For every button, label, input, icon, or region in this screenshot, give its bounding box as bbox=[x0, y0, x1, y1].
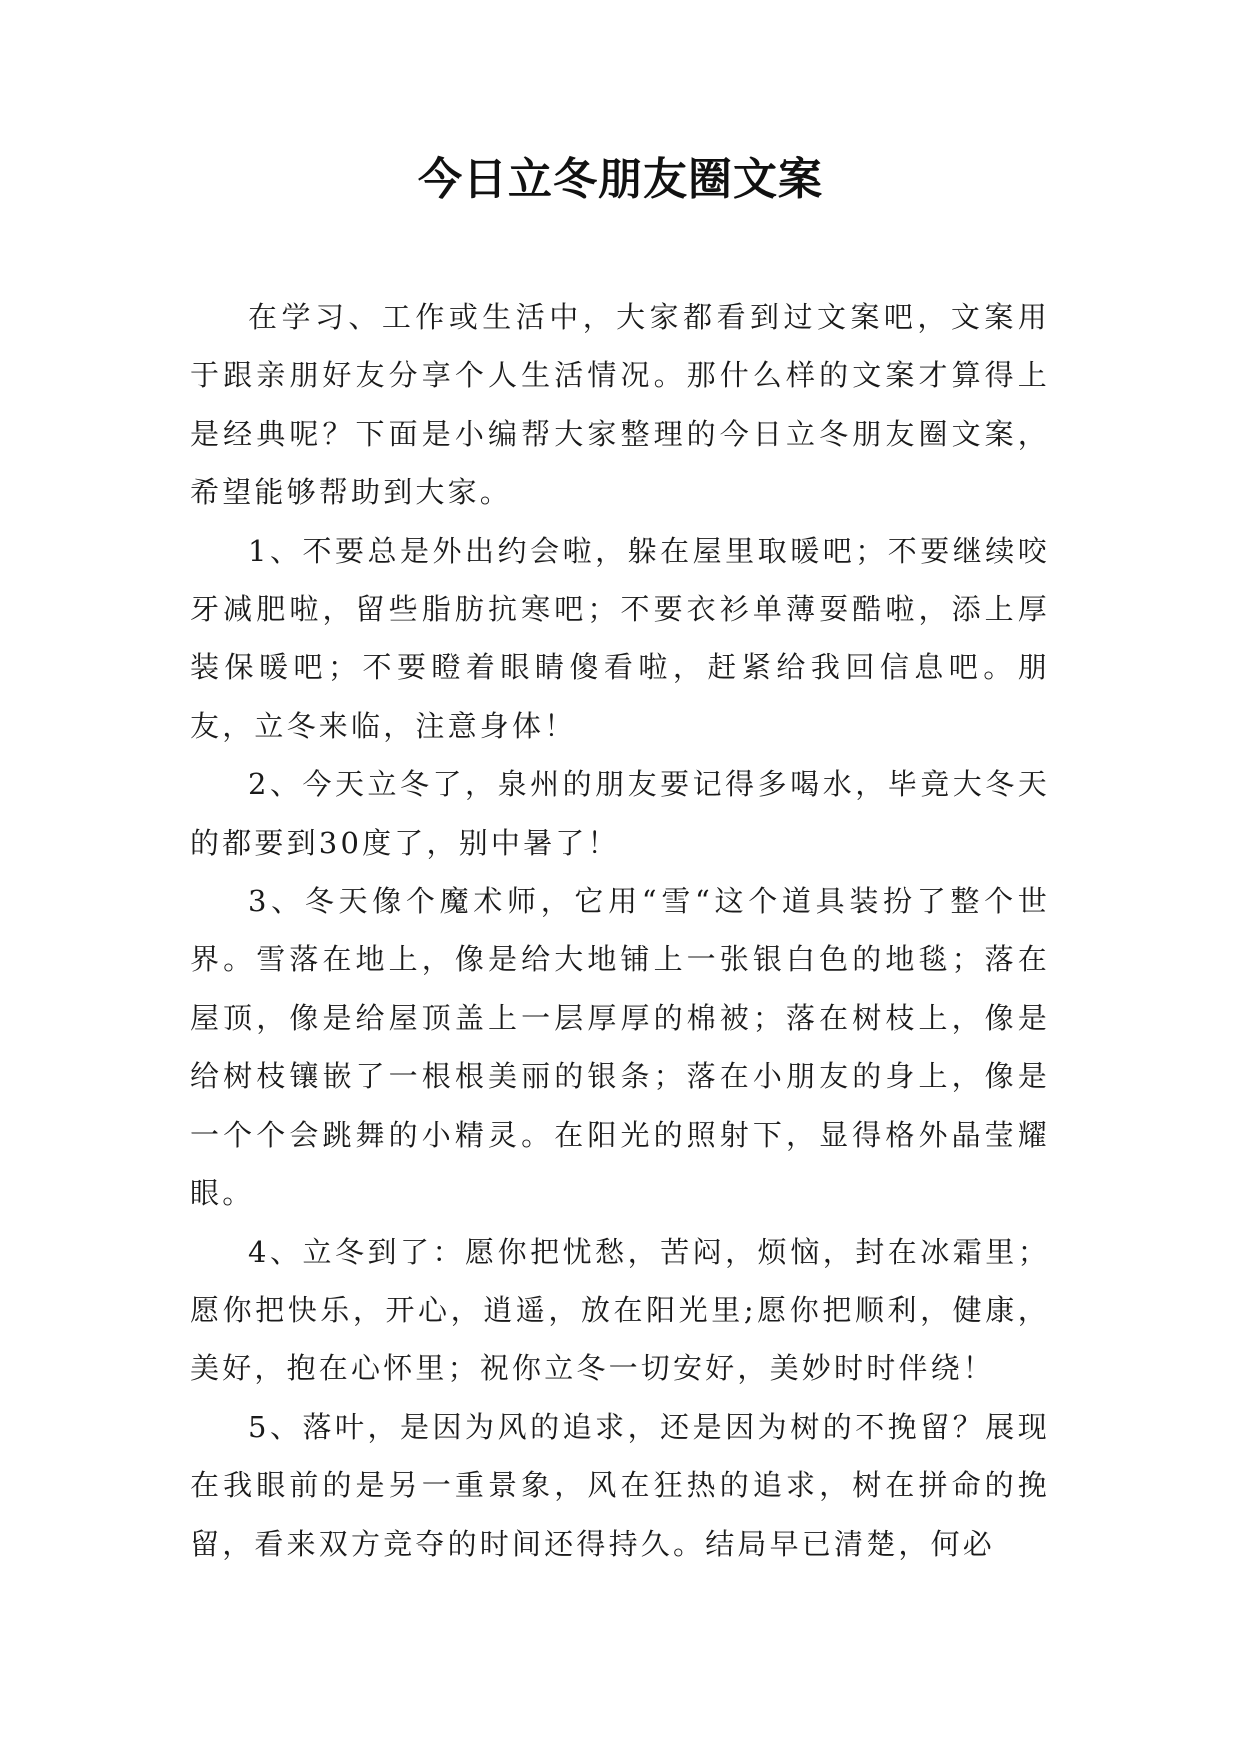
document-title: 今日立冬朋友圈文案 bbox=[418, 154, 823, 205]
document-body bbox=[190, 288, 1050, 1573]
paragraph-item-4: 4、立冬到了：愿你把忧愁，苦闷，烦恼，封在冰霜里；愿你把快乐，开心，逍遥，放在阳光里;愿你把顺利，健康，美好，抱在心怀里；祝你立冬一切安好，美妙时时伴绕！ bbox=[190, 1234, 1050, 1386]
paragraph-item-3: 3、冬天像个魔术师，它用“雪“这个道具装扮了整个世界。雪落在地上，像是给大地铺上一张银白色的地毯；落在屋顶，像是给屋顶盖上一层厚厚的棉被；落在树枝上，像是给树枝镶嵌了一根根美丽的银条；落在小朋友的身上，像是一个个会跳舞的小精灵。在阳光的照射下，显得格外晶莹耀眼。 bbox=[190, 884, 1050, 1211]
intro-paragraph: 在学习、工作或生活中，大家都看到过文案吧，文案用于跟亲朋好友分享个人生活情况。那什么样的文案才算得上是经典呢？下面是小编帮大家整理的今日立冬朋友圈文案，希望能够帮助到大家。 bbox=[190, 300, 1050, 510]
paragraph-item-2: 2、今天立冬了，泉州的朋友要记得多喝水，毕竟大冬天的都要到30度了，别中暑了！ bbox=[190, 767, 1050, 860]
paragraph-item-1: 1、不要总是外出约会啦，躲在屋里取暖吧；不要继续咬牙减肥啦，留些脂肪抗寒吧；不要衣衫单薄耍酷啦，添上厚装保暖吧；不要瞪着眼睛傻看啦，赶紧给我回信息吧。朋友，立冬来临，注意身体！ bbox=[190, 533, 1050, 743]
paragraph-item-5: 5、落叶，是因为风的追求，还是因为树的不挽留？展现在我眼前的是另一重景象，风在狂热的追求，树在拼命的挽留，看来双方竞夺的时间还得持久。结局早已清楚，何必 bbox=[190, 1409, 1050, 1561]
